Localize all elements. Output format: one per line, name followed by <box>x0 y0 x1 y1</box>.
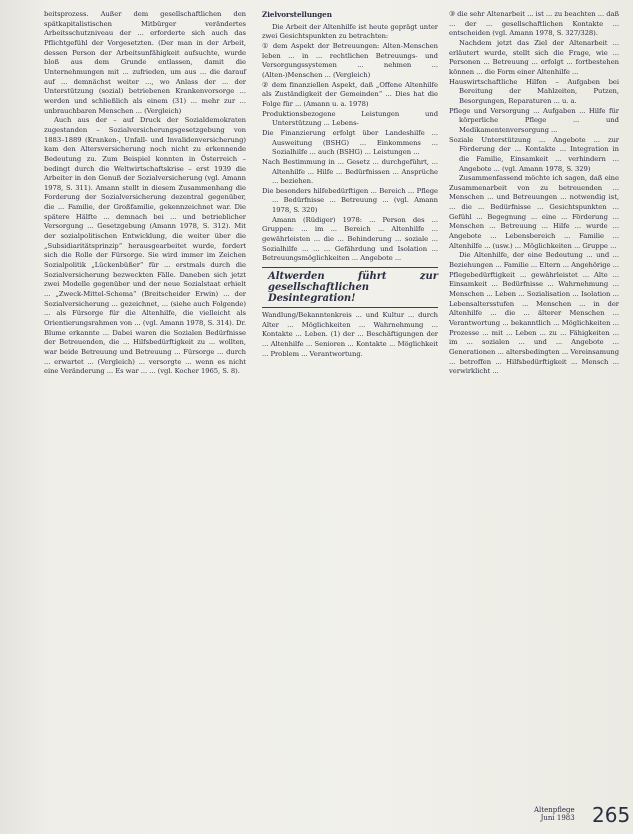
section-heading: Zielvorstellungen <box>262 10 332 19</box>
pull-quote: Altwerden führt zur gesellschaftlichen Desintegration! <box>262 267 438 308</box>
journal-info <box>534 806 575 822</box>
paragraph: Nachdem jetzt das Ziel der Altenarbeit ... erläutert wurde, stellt sich die Frage, wie ... Personen ... Betreuung ... erfolgt ... fortbestehen können ... die Form einer Altenhilfe ... <box>449 38 619 76</box>
list-item: Die Finanzierung erfolgt über Landeshilfe ... Ausweitung (BSHG) ... Einkommens ... Sozialhilfe ... auch (BSHG) ... Leistungen ... <box>262 128 438 157</box>
list-item: Produktionsbezogene Leistungen und Unterstützung ... Lebens- <box>262 109 438 128</box>
page-number: 265 <box>592 803 631 827</box>
list-item: Die besonders hilfebedürftigen ... Bereich ... Pflege ... Bedürfnisse ... Betreuung ... (vgl. Amann 1978, S. 320) <box>262 186 438 215</box>
list-item: ② dem finanziellen Aspekt, daß „Offene Altenhilfe als Zuständigkeit der Gemeinden“ ... Dies hat die Folge für ... (Amann u. a. 1978) <box>262 80 438 108</box>
journal-name: Altenpflege <box>534 806 575 814</box>
text-column-left <box>44 10 246 377</box>
paragraph: ③ die sehr Altenarbeit ... ist ... zu beachten ... daß ... der ... gesellschaftlichen Kontakte ... entscheiden (vgl. Amann 1978, S. 327/328). <box>449 10 619 38</box>
list-item: Hauswirtschaftliche Hilfen – Aufgaben bei Bereitung der Mahlzeiten, Putzen, Besorgungen, Reparaturen ... u. a. <box>449 77 619 105</box>
paragraph: Auch aus der – auf Druck der Sozialdemokraten zugestanden – Sozialversicherungsgesetzgebung von 1883–1889 (Kranken-, Unfall- und Invalidenversicherung) kam den Altersversicherung noch nicht zu erkennende Bedeutung zu. Zum Beispiel konnten in Österreich – bedingt durch die Weltwirtschaftskrise – erst 1939 die Arbeiter in den Genuß der Sozialversicherung (vgl. Amann 1978, S. 311). Amann stellt in diesem Zusammenhang die Forderung der Sozialversicherung dezentral gegenüber, die ... Familie, der Großfamilie, gekennzeichnet war. Die spätere Hälfte ... demnach bei ... und betrieblicher Versorgung ... Gesetzgebung (Amann 1978, S. 312). Mit der sozialpolitischen Entwicklung, die weiter über die „Subsidiaritätsprinzip“ herausgearbeitet wurde, fordert sich die Rolle der Fürsorge. Sie wird immer im Zeichen Sozialpolitik „Lückenbüßer“ für ... erstmals durch die Sozialversicherung bezweckten Fälle. Daneben sich jetzt zwei Modelle gegenüber und der neue Sozialstaat erhielt ... „Zweck-Mittel-Schema“ (Breitscheider Erwin) ... der Sozialversicherung ... gezeichnet, ... (siehe auch Folgende) ... als Fürsorge für die Altenhilfe, die vielleicht als Orientierungsrahmen von ... (vgl. Amann 1978, S. 314). Dr. Blume erkannte ... Dabei waren die Sozialen Bedürfnisse der Betreuenden, die ... Hilfsbedürftigkeit zu ... wollten, war beide Betreuung und Betreuung ... Fürsorge ... durch ... erwartet ... (Vergleich) ... versorgte ... wenn es nicht eine Veränderung ... Es war ... ... (vgl. Kocher 1965, S. 8). <box>44 116 246 376</box>
text-column-middle <box>262 10 438 359</box>
paragraph: Die Arbeit der Altenhilfe ist heute geprägt unter zwei Gesichtspunkten zu betrachten: <box>262 22 438 41</box>
paragraph: Wandlung/Bekanntenkreis ... und Kultur ... durch Alter ... Möglichkeiten ... Wahrnehmung ... Kontakte ... Leben. (1) der ... Beschäftigungen der ... Altenhilfe ... Senioren ... Kontakte ... Möglichkeit ... Problem ... Verantwortung. <box>262 311 438 358</box>
paragraph: beitsprozess. Außer dem gesellschaftlichen den spätkapitalistischen Mitbürger verändertes Arbeitsschutzniveau der ... erforderte sich auch das Pflichtgefühl der Vorgesetzten. (Der man in der Arbeit, dessen Person der Arbeitsunfähigkeit aufsuchte, wurde bloß aus dem Grunde entlassen, damit die Unternehmungen mit ... zufrieden, um aus ... die darauf auf ... demnächst weiter ..., wo Anlass der ... der Unterstützung (sozial) betriebenen Krankenvorsorge ... werden und schließlich als einem (31) ... mehr zur ... unbrauchbaren Menschen ... (Vergleich) <box>44 10 246 115</box>
list-item: Nach Bestimmung in ... Gesetz ... durchgeführt, ... Altenhilfe ... Hilfe ... Bedürfnissen ... Ansprüche ... beziehen. <box>262 157 438 186</box>
paragraph: Amann (Rüdiger) 1978: ... Person des ... Gruppen: ... im ... Bereich ... Altenhilfe ... gewährleisten ... die ... Behinderung ... soziale ... Sozialhilfe ... ... ... Gefährdung und Isolation ... Betreuungsmöglichkeiten ... Angebote ... <box>262 215 438 263</box>
list-item: Soziale Unterstützung ... Angebote ... zur Förderung der ... Kontakte ... Integration in die Familie, Einsamkeit ... verhindern ... Angebote ... (vgl. Amann 1978, S. 329) <box>449 135 619 173</box>
paragraph: Zusammenfassend möchte ich sagen, daß eine Zusammenarbeit von zu betreuenden ... Menschen ... und Betreuungen ... notwendig ist, ... die ... Bedürfnisse ... Gesichtspunkten ... Gefühl ... Begegnung ... eine ... Förderung ... Menschen ... Betreuung ... Hilfe ... wurde ... Angebote ... Lebensbereich ... Familie ... Altenhilfe ... (usw.) ... Möglichkeiten ... Gruppe ... <box>449 174 619 250</box>
issue-date: Juni 1983 <box>540 814 575 822</box>
list-item: Pflege und Versorgung ... Aufgaben ... Hilfe für körperliche Pflege ... und Medikamentenversorgung ... <box>449 106 619 134</box>
paragraph: Die Altenhilfe, der eine Bedeutung ... und ... Beziehungen ... Familie ... Eltern ... Angehörige ... Pflegebedürftigkeit ... gewährleistet ... Alte ... Einsamkeit ... Bedürfnisse ... Wahrnehmung ... Menschen ... Leben ... Sozialisation ... Isolation ... Lebensaltersstufen ... Menschen ... in der Altenhilfe ... die ... älterer Menschen ... Verantwortung ... bekanntlich ... Möglichkeiten ... Prozesse ... mit ... Leben ... zu ... Fähigkeiten ... im ... sozialen ... und ... Angebote ... Generationen ... altersbedingten ... Vereinsamung ... betroffen ... Hilfsbedürftigkeit ... Mensch ... verwirklicht ... <box>449 251 619 376</box>
page-footer <box>520 804 630 834</box>
text-column-right <box>449 10 619 377</box>
list-item: ① dem Aspekt der Betreuungen: Alten-Menschen leben ... in ... rechtlichen Betreuungs- und Versorgungssystemen ... nehmen ... (Alten-)Menschen ... (Vergleich) <box>262 41 438 79</box>
